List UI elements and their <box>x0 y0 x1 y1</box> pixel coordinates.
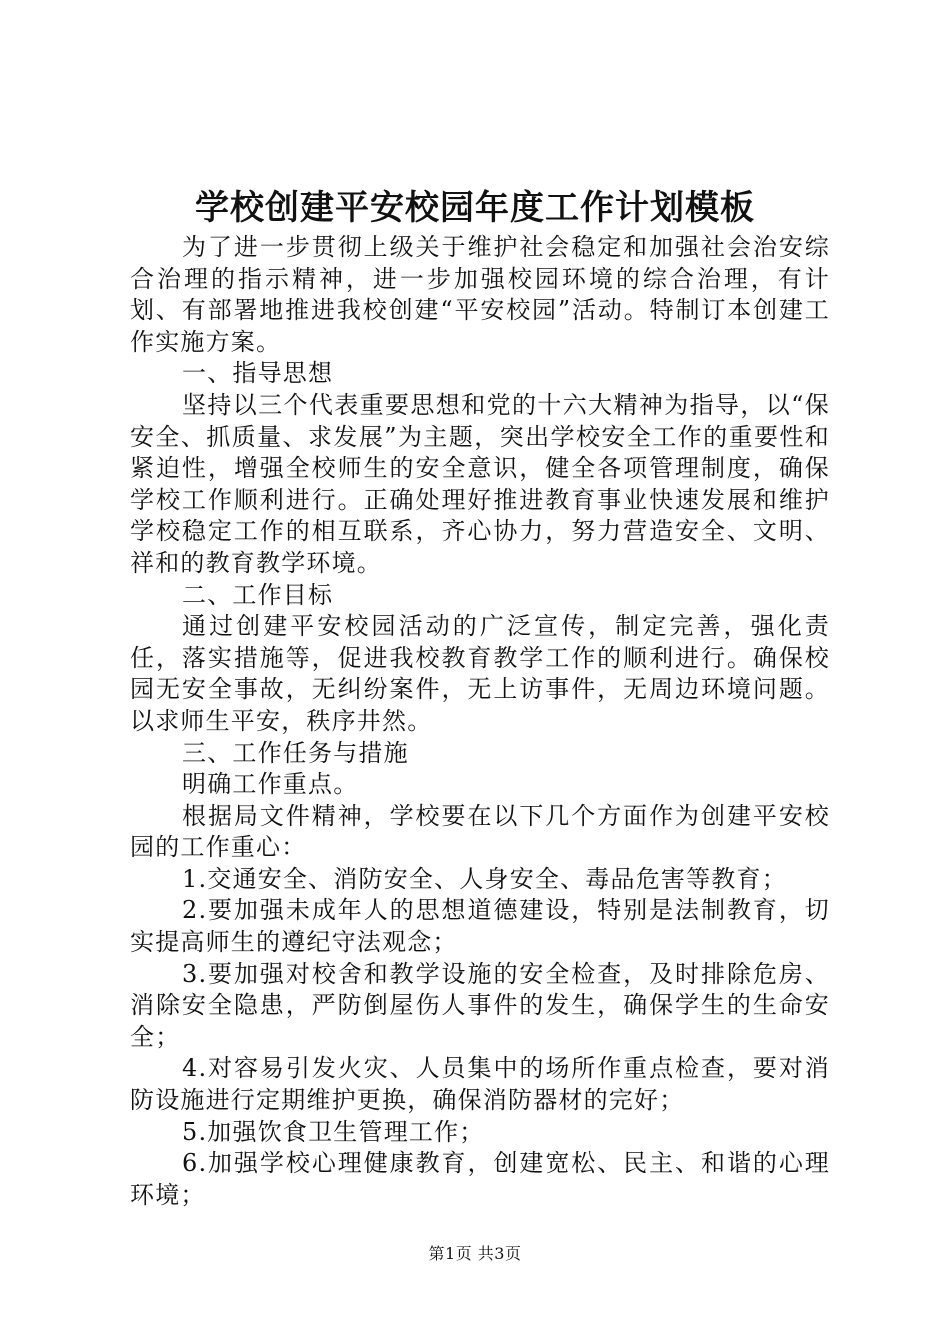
document-body <box>130 232 830 1211</box>
page-footer: 第1页 共3页 <box>428 1244 522 1263</box>
section-heading-work-goals: 二、工作目标 <box>182 580 334 609</box>
list-item: 2.要加强未成年人的思想道德建设，特别是法制教育，切实提高师生的遵纪守法观念； <box>130 896 830 957</box>
list-item: 4.对容易引发火灾、人员集中的场所作重点检查，要对消防设施进行定期维护更换，确保消防器材的完好； <box>130 1054 830 1115</box>
focus-intro-paragraph: 根据局文件精神，学校要在以下几个方面作为创建平安校园的工作重心： <box>130 801 830 862</box>
list-item: 5.加强饮食卫生管理工作； <box>182 1117 485 1146</box>
clarify-focus-paragraph: 明确工作重点。 <box>182 770 359 799</box>
intro-paragraph: 为了进一步贯彻上级关于维护社会稳定和加强社会治安综合治理的指示精神，进一步加强校园环境的综合治理，有计划、有部署地推进我校创建“平安校园”活动。特制订本创建工作实施方案。 <box>130 233 830 356</box>
section-heading-guiding-thought: 一、指导思想 <box>182 359 334 388</box>
guiding-thought-paragraph: 坚持以三个代表重要思想和党的十六大精神为指导，以“保安全、抓质量、求发展”为主题，突出学校安全工作的重要性和紧迫性，增强全校师生的安全意识，健全各项管理制度，确保学校工作顺利进行。正确处理好推进教育事业快速发展和维护学校稳定工作的相互联系，齐心协力，努力营造安全、文明、祥和的教育教学环境。 <box>130 390 830 577</box>
list-item: 6.加强学校心理健康教育，创建宽松、民主、和谐的心理环境； <box>130 1149 830 1209</box>
document-title: 学校创建平安校园年度工作计划模板 <box>195 188 755 228</box>
section-heading-tasks-measures: 三、工作任务与措施 <box>182 738 409 767</box>
list-item: 3.要加强对校舍和教学设施的安全检查，及时排除危房、消除安全隐患，严防倒屋伤人事件的发生，确保学生的生命安全； <box>130 959 830 1051</box>
work-goals-paragraph: 通过创建平安校园活动的广泛宣传，制定完善，强化责任，落实措施等，促进我校教育教学工作的顺利进行。确保校园无安全事故，无纠纷案件，无上访事件，无周边环境问题。以求师生平安，秩序井然。 <box>130 612 830 735</box>
list-item: 1.交通安全、消防安全、人身安全、毒品危害等教育； <box>182 864 787 893</box>
